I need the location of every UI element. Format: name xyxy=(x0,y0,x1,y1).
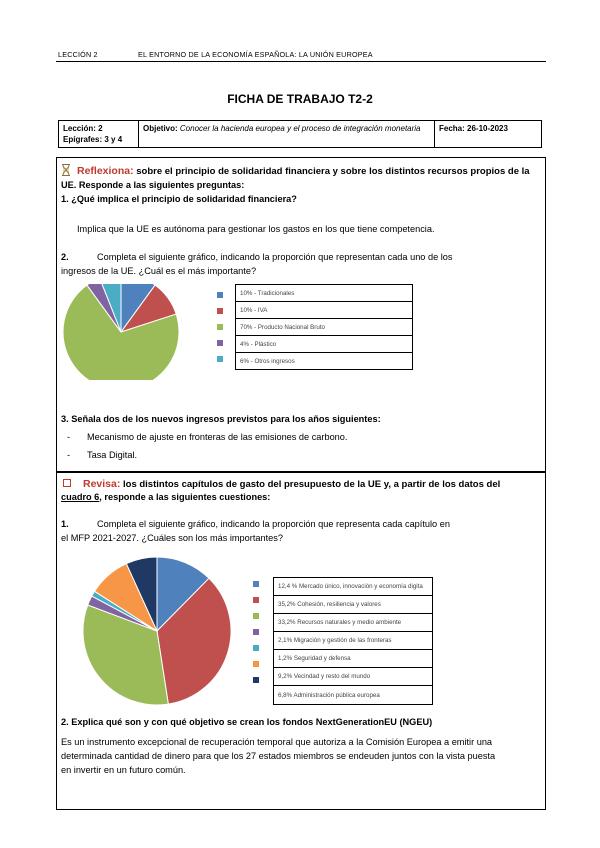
legend-label: 4% - Plástico xyxy=(236,336,412,353)
info-objective-label: Objetivo: xyxy=(143,124,178,133)
legend-swatch xyxy=(253,645,259,651)
revisa-heading: los distintos capítulos de gasto del presupuesto de la UE y, a partir de los datos del xyxy=(123,479,501,490)
legend-label: 6% - Otros ingresos xyxy=(240,358,295,365)
section2-question-1-line-2: el MFP 2021-2027. ¿Cuáles son los más importantes? xyxy=(61,533,283,543)
legend-swatch xyxy=(253,677,259,683)
section2-question-1-line-1: Completa el siguiente gráfico, indicando la proporción que representa cada capítulo en xyxy=(97,519,450,529)
info-objective-text: Conocer la hacienda europea y el proceso de integración monetaria xyxy=(179,124,421,133)
revisa-heading-tail: , responde a las siguientes cuestiones: xyxy=(99,492,271,502)
section2-question-1-number: 1. xyxy=(61,519,69,529)
answer-3-item: Mecanismo de ajuste en fronteras de las emisiones de carbono. xyxy=(87,432,348,442)
legend-swatch xyxy=(253,581,259,587)
header-topic: EL ENTORNO DE LA ECONOMÍA ESPAÑOLA: LA UNIÓN EUROPEA xyxy=(138,50,373,59)
legend-label: 10% - IVA xyxy=(236,302,412,319)
budget-pie-chart xyxy=(81,551,241,707)
header-lesson: LECCIÓN 2 xyxy=(58,50,98,59)
answer-2-line: en invertir en un futuro común. xyxy=(61,765,186,775)
info-date: Fecha: 26-10-2023 xyxy=(439,124,508,133)
legend-swatch xyxy=(253,629,259,635)
legend-label: 70% - Producto Nacional Bruto xyxy=(236,319,412,336)
reflexiona-section xyxy=(56,157,546,472)
question-1: 1. ¿Qué implica el principio de solidaridad financiera? xyxy=(61,194,297,204)
info-lesson: Lección: 2 xyxy=(63,124,103,133)
question-2-line-2: ingresos de la UE. ¿Cuál es el más importante? xyxy=(61,266,257,276)
question-3: 3. Señala dos de los nuevos ingresos previstos para los años siguientes: xyxy=(61,414,381,424)
legend-label: 1,2% Seguridad y defensa xyxy=(274,650,432,668)
hourglass-icon xyxy=(61,164,71,178)
legend-label: 12,4 % Mercado único, innovación y economía digita xyxy=(274,578,432,596)
income-legend-table xyxy=(235,284,413,370)
revisa-label: Revisa: xyxy=(83,478,121,490)
legend-swatch xyxy=(253,613,259,619)
cuadro-6-link[interactable]: cuadro 6 xyxy=(61,492,100,502)
legend-label: 33,2% Recursos naturales y medio ambiente xyxy=(274,614,432,632)
answer-3-item: Tasa Digital. xyxy=(87,450,138,460)
info-epigraphs: Epígrafes: 3 y 4 xyxy=(63,135,123,144)
info-lesson-cell xyxy=(59,121,139,147)
revisa-section xyxy=(56,472,546,810)
info-objective-cell xyxy=(139,121,435,147)
legend-swatch xyxy=(217,356,223,362)
budget-legend-table xyxy=(273,577,433,705)
reflexiona-heading-2: UE. Responde a las siguientes preguntas: xyxy=(61,180,245,190)
answer-2-line: determinada cantidad de dinero para que los 27 estados miembros se endeuden juntos con la vista puesta xyxy=(61,751,496,761)
legend-swatch xyxy=(253,597,259,603)
section2-question-2: 2. Explica qué son y con qué objetivo se crean los fondos NextGenerationEU (NGEU) xyxy=(61,717,433,727)
dash-1: - xyxy=(67,432,71,442)
reflexiona-label: Reflexiona: xyxy=(77,165,134,177)
legend-swatch xyxy=(217,324,223,330)
income-pie-chart xyxy=(61,284,191,380)
header-divider xyxy=(56,61,546,62)
question-2-number: 2. xyxy=(61,252,69,262)
legend-label: 2,1% Migración y gestión de las fronteras xyxy=(274,632,432,650)
legend-swatch xyxy=(217,340,223,346)
info-table xyxy=(58,120,542,148)
answer-1: Implica que la UE es autónoma para gestionar los gastos en los que tiene competencia. xyxy=(77,224,435,234)
page-title: FICHA DE TRABAJO T2-2 xyxy=(227,92,373,106)
legend-label: 9,2% Vecindad y resto del mundo xyxy=(274,668,432,686)
legend-label: 6,8% Administración pública europea xyxy=(278,691,380,699)
legend-swatch xyxy=(253,661,259,667)
reflexiona-heading: sobre el principio de solidaridad financiera y sobre los distintos recursos propios de la xyxy=(136,166,530,177)
legend-swatch xyxy=(217,292,223,298)
question-2-line-1: Completa el siguiente gráfico, indicando la proporción que representan cada uno de los xyxy=(97,252,453,262)
dash-2: - xyxy=(67,450,71,460)
legend-label: 10% - Tradicionales xyxy=(236,285,412,302)
legend-swatch xyxy=(217,308,223,314)
legend-label: 35,2% Cohesión, resiliencia y valores xyxy=(274,596,432,614)
answer-2-line: Es un instrumento excepcional de recuperación temporal que autoriza a la Comisión Europea a emitir una xyxy=(61,737,493,747)
checkbox-icon xyxy=(63,479,71,489)
